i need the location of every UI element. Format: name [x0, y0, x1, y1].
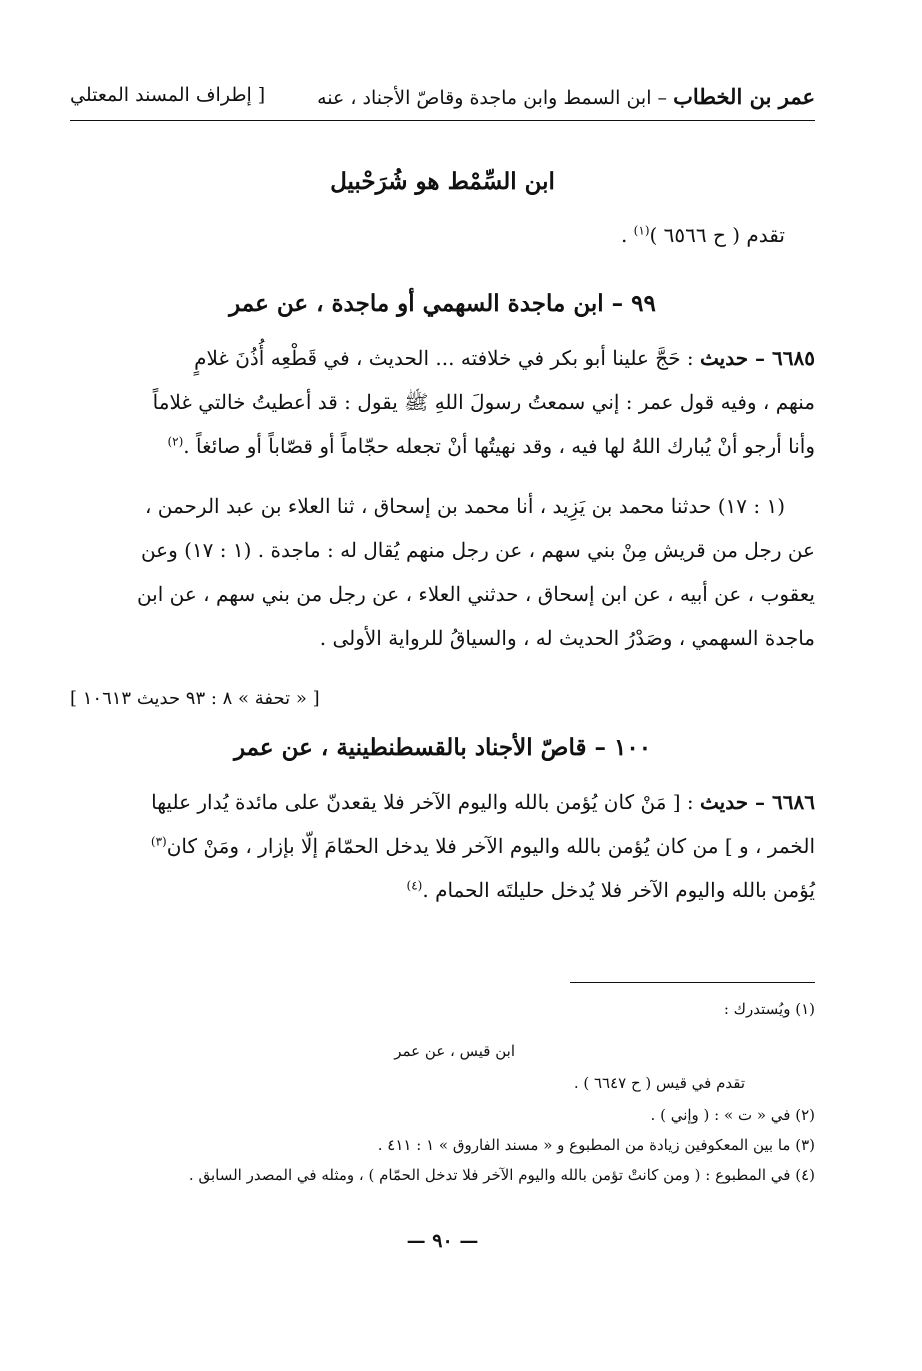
isnad-line-2: عن رجل من قريش مِنْ بني سهم ، عن رجل منهم يُقال له : ماجدة . (١ : ١٧) وعن: [140, 538, 815, 562]
footnote-4: (٤) في المطبوع : ( ومن كانتْ تؤمن بالله واليوم الآخر فلا تدخل الحمّام ) ، ومثله في المصدر السابق .: [188, 1166, 815, 1184]
hadith-6686-line-2: الخمر ، و ] من كان يُؤمن بالله واليوم الآخر فلا يدخل الحمّامَ إلّا بإزار ، ومَنْ كان$^{(٣)}$: [150, 834, 815, 858]
header-subtitle: – ابن السمط وابن ماجدة وقاصّ الأجناد ، عنه: [317, 87, 668, 109]
footnote-2: (٢) في « ت » : ( وإني ) .: [650, 1106, 815, 1124]
header-name: عمر بن الخطاب: [673, 84, 815, 109]
hadith-6686-number: ٦٦٨٦ – حديث: [700, 790, 815, 814]
footnote-mark-3: (٣): [150, 834, 167, 849]
running-header: [70, 70, 815, 121]
footnote-mark-1: (١): [633, 223, 650, 238]
isnad-line-1: (١ : ١٧) حدثنا محمد بن يَزِيد ، أنا محمد بن إسحاق ، ثنا العلاء بن عبد الرحمن ،: [144, 494, 785, 518]
section-title-ibn-samt: ابن السِّمْط هو شُرَحْبيل: [330, 168, 555, 195]
section-title-qass-al-ajnad: ١٠٠ – قاصّ الأجناد بالقسطنطينية ، عن عمر: [233, 734, 652, 761]
footnote-1: (١) ويُستدرك :: [723, 1000, 815, 1018]
hadith-6685-line-3: وأنا أرجو أنْ يُبارك اللهُ لها فيه ، وقد نهيتُها أنْ تجعله حجّاماً أو قصّاباً أو صائغاً .$^{(٢)}$: [167, 434, 815, 458]
hadith-6685-line-1: ٦٦٨٥ – حديث : حَجَّ علينا أبو بكر في خلافته ... الحديث ، في قَطْعِه أُذُنَ غلامٍ: [194, 346, 815, 370]
hadith-6685-number: ٦٦٨٥ – حديث: [700, 346, 815, 370]
hadith-6685-line-2: منهم ، وفيه قول عمر : إني سمعتُ رسولَ اللهِ ﷺ يقول : قد أعطيتُ خالتي غلاماً: [152, 390, 815, 414]
footnote-mark-2: (٢): [167, 434, 184, 449]
header-main: [317, 84, 815, 109]
footnote-1-subline: تقدم في قيس ( ح ٦٦٤٧ ) .: [573, 1074, 745, 1092]
isnad-line-3: يعقوب ، عن أبيه ، عن ابن إسحاق ، حدثني العلاء ، عن رجل من بني سهم ، عن ابن: [136, 582, 815, 606]
tuhfa-reference: [ « تحفة » ٨ : ٩٣ حديث ١٠٦١٣ ]: [70, 688, 320, 709]
page-number: — ٩٠ —: [406, 1230, 479, 1252]
footnote-rule: [570, 982, 815, 983]
header-book-title: [ إطراف المسند المعتلي: [70, 84, 266, 106]
hadith-6686-line-1: ٦٦٨٦ – حديث : [ مَنْ كان يُؤمن بالله واليوم الآخر فلا يقعدنّ على مائدة يُدار عليها: [151, 790, 815, 814]
footnote-1-subtitle: ابن قيس ، عن عمر: [394, 1042, 515, 1060]
footnote-3: (٣) ما بين المعكوفين زيادة من المطبوع و « مسند الفاروق » ١ : ٤١١ .: [377, 1136, 815, 1154]
footnote-mark-4: (٤): [406, 878, 423, 893]
section1-line: تقدم ( ح ٦٥٦٦ )$^{(١)}$ .: [620, 223, 785, 247]
hadith-6686-line-3: يُؤمن بالله واليوم الآخر فلا يُدخل حليلتَه الحمام .$^{(٤)}$: [406, 878, 815, 902]
section1-text: تقدم ( ح ٦٥٦٦ ): [649, 223, 785, 247]
section-title-ibn-majida: ٩٩ – ابن ماجدة السهمي أو ماجدة ، عن عمر: [229, 290, 656, 317]
isnad-line-4: ماجدة السهمي ، وصَدْرُ الحديث له ، والسياقُ للرواية الأولى .: [319, 626, 815, 650]
